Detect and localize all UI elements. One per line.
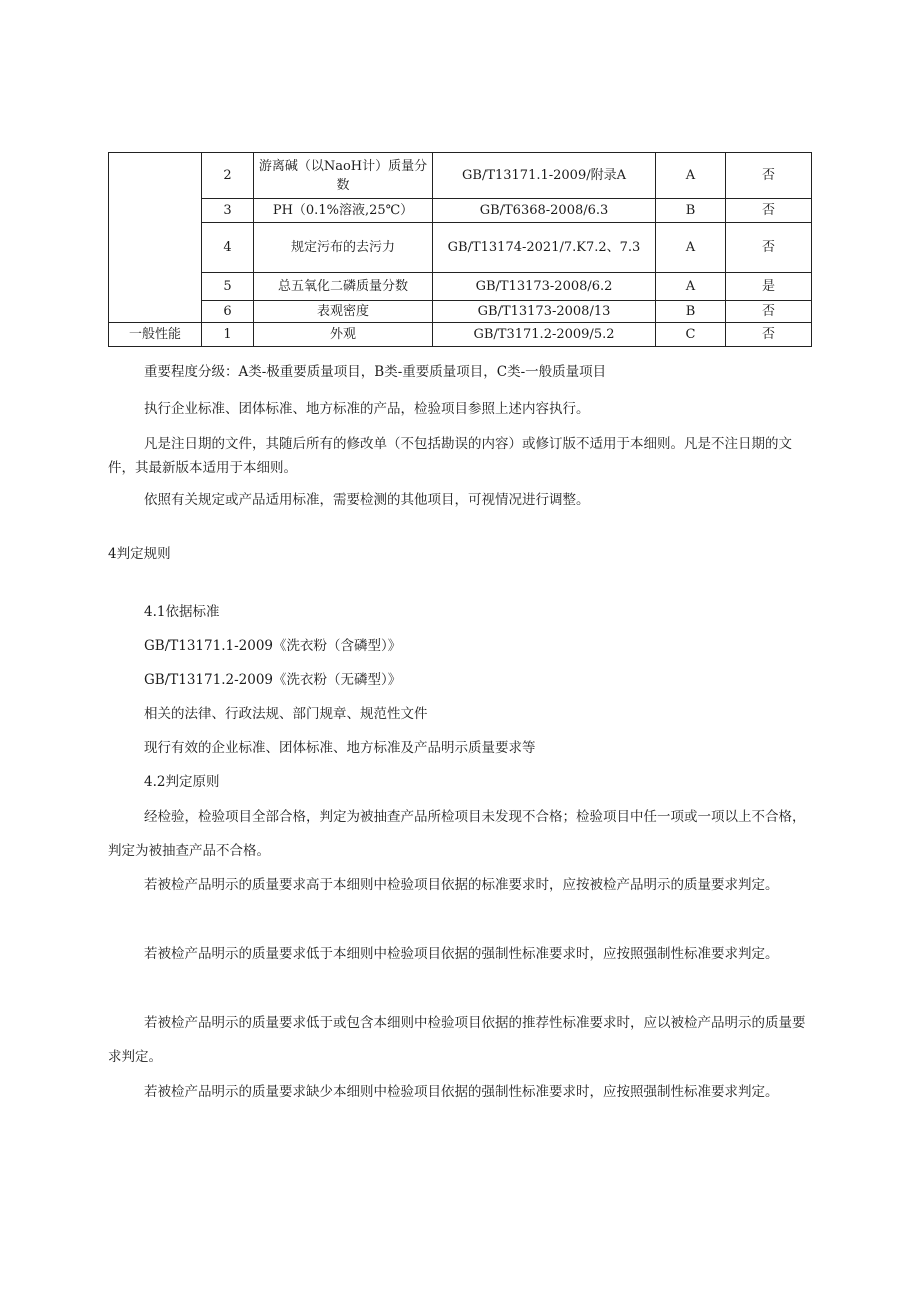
importance-grade: B bbox=[656, 301, 726, 323]
item-name: 规定污布的去污力 bbox=[254, 223, 433, 273]
judgement-paragraph: 若被检产品明示的质量要求低于本细则中检验项目依据的强制性标准要求时，应按照强制性标准要求判定。 bbox=[144, 946, 779, 962]
table-row bbox=[109, 199, 812, 223]
item-name: 总五氧化二磷质量分数 bbox=[254, 273, 433, 301]
table-row bbox=[109, 153, 812, 199]
item-number: 5 bbox=[202, 273, 254, 301]
table-row bbox=[109, 301, 812, 323]
table-row bbox=[109, 273, 812, 301]
flag-cell: 否 bbox=[726, 199, 812, 223]
item-number: 4 bbox=[202, 223, 254, 273]
subsection-heading: 4.1依据标准 bbox=[144, 604, 220, 620]
category-cell: 一般性能 bbox=[109, 323, 202, 347]
dated-reference-note: 凡是注日期的文件，其随后所有的修改单（不包括勘误的内容）或修订版不适用于本细则。凡是不注日期的文件，其最新版本适用于本细则。 bbox=[108, 436, 792, 476]
importance-grade: A bbox=[656, 273, 726, 301]
category-cell bbox=[109, 153, 202, 323]
item-name: PH（0.1%溶液,25℃） bbox=[254, 199, 433, 223]
item-number: 2 bbox=[202, 153, 254, 199]
test-method: GB/T13173-2008/6.2 bbox=[433, 273, 656, 301]
judgement-paragraph: 若被检产品明示的质量要求缺少本细则中检验项目依据的强制性标准要求时，应按照强制性标准要求判定。 bbox=[144, 1084, 779, 1100]
enterprise-standard-note: 执行企业标准、团体标准、地方标准的产品，检验项目参照上述内容执行。 bbox=[144, 401, 590, 417]
flag-cell: 是 bbox=[726, 273, 812, 301]
standard-reference: 相关的法律、行政法规、部门规章、规范性文件 bbox=[144, 706, 428, 722]
subsection-heading: 4.2判定原则 bbox=[144, 774, 220, 790]
test-method: GB/T6368-2008/6.3 bbox=[433, 199, 656, 223]
importance-grade: A bbox=[656, 223, 726, 273]
section-heading: 4判定规则 bbox=[108, 546, 171, 562]
inspection-items-table bbox=[108, 152, 812, 347]
table-row bbox=[109, 323, 812, 347]
standard-reference: 现行有效的企业标准、团体标准、地方标准及产品明示质量要求等 bbox=[144, 740, 536, 756]
judgement-paragraph: 经检验，检验项目全部合格，判定为被抽查产品所检项目未发现不合格；检验项目中任一项或一项以上不合格，判定为被抽查产品不合格。 bbox=[108, 809, 806, 859]
importance-grade: A bbox=[656, 153, 726, 199]
item-name: 外观 bbox=[254, 323, 433, 347]
judgement-paragraph: 若被检产品明示的质量要求低于或包含本细则中检验项目依据的推荐性标准要求时，应以被检产品明示的质量要求判定。 bbox=[108, 1015, 806, 1065]
grading-note: 重要程度分级：A类-极重要质量项目，B类-重要质量项目，C类-一般质量项目 bbox=[144, 364, 607, 380]
table-row bbox=[109, 223, 812, 273]
judgement-paragraph: 若被检产品明示的质量要求高于本细则中检验项目依据的标准要求时，应按被检产品明示的质量要求判定。 bbox=[144, 877, 779, 893]
standard-reference: GB/T13171.1-2009《洗衣粉（含磷型）》 bbox=[144, 638, 402, 654]
test-method: GB/T13171.1-2009/附录A bbox=[433, 153, 656, 199]
adjustment-note: 依照有关规定或产品适用标准，需要检测的其他项目，可视情况进行调整。 bbox=[144, 492, 590, 508]
test-method: GB/T3171.2-2009/5.2 bbox=[433, 323, 656, 347]
item-number: 6 bbox=[202, 301, 254, 323]
standard-reference: GB/T13171.2-2009《洗衣粉（无磷型）》 bbox=[144, 672, 402, 688]
item-name: 表观密度 bbox=[254, 301, 433, 323]
item-name: 游离碱（以NaoH计）质量分数 bbox=[254, 153, 433, 199]
test-method: GB/T13173-2008/13 bbox=[433, 301, 656, 323]
item-number: 3 bbox=[202, 199, 254, 223]
flag-cell: 否 bbox=[726, 153, 812, 199]
importance-grade: B bbox=[656, 199, 726, 223]
importance-grade: C bbox=[656, 323, 726, 347]
flag-cell: 否 bbox=[726, 323, 812, 347]
test-method: GB/T13174-2021/7.K7.2、7.3 bbox=[433, 223, 656, 273]
flag-cell: 否 bbox=[726, 301, 812, 323]
flag-cell: 否 bbox=[726, 223, 812, 273]
item-number: 1 bbox=[202, 323, 254, 347]
